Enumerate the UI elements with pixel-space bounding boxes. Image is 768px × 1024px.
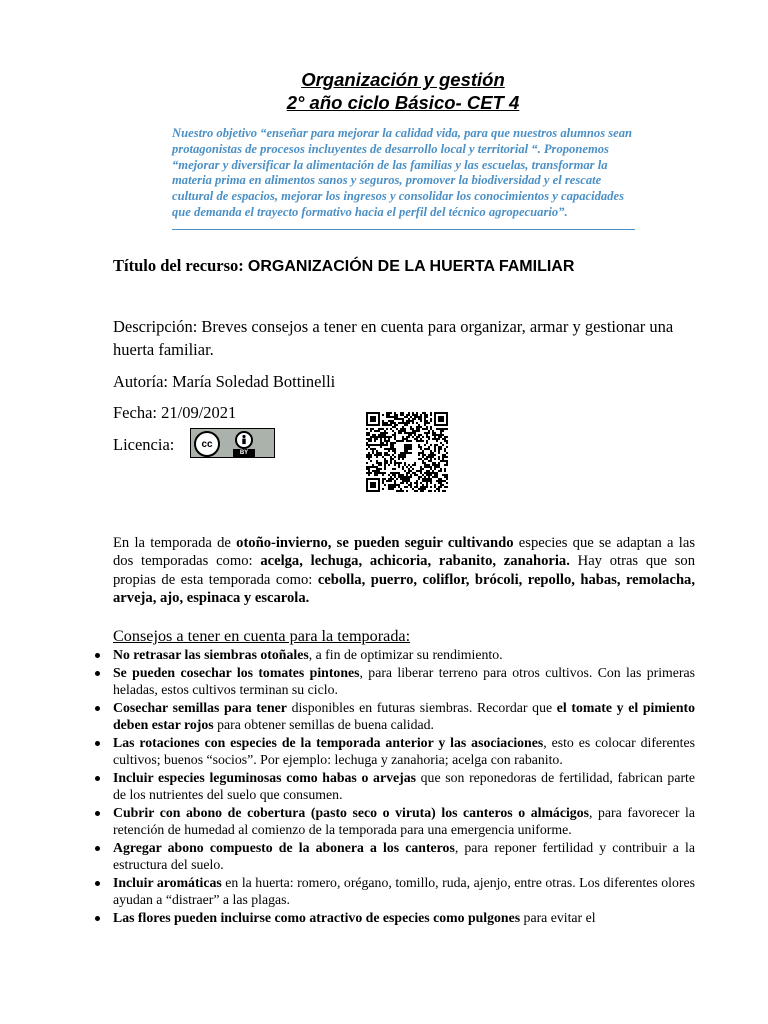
resource-title bbox=[113, 256, 574, 276]
resource-author: Autoría: María Soledad Bottinelli bbox=[113, 372, 336, 391]
list-item bbox=[95, 769, 695, 803]
intro-bold-3: cebolla, puerro, coliflor, brócoli, repollo, habas, remolacha, arveja, ajo, espinaca y escarola. bbox=[113, 571, 696, 606]
resource-date: Fecha: 21/09/2021 bbox=[113, 403, 237, 422]
tip-bold: Agregar abono compuesto de la abonera a los canteros bbox=[113, 840, 455, 855]
list-item bbox=[95, 734, 695, 768]
cc-by-license-icon bbox=[190, 428, 275, 458]
bullet-icon bbox=[95, 916, 100, 921]
tip-text: , para liberar terreno para otros cultivos. Con las primeras heladas, estos cultivos terminan su ciclo. bbox=[113, 665, 695, 697]
tips-list bbox=[95, 646, 695, 927]
bullet-icon bbox=[95, 811, 100, 816]
by-label: BY bbox=[233, 449, 255, 457]
bullet-icon bbox=[95, 846, 100, 851]
tip-bold: Se pueden cosechar los tomates pintones bbox=[113, 665, 360, 680]
document-title-line1: Organización y gestión bbox=[301, 69, 505, 90]
list-item bbox=[95, 699, 695, 733]
intro-bold-2: acelga, lechuga, achicoria, rabanito, zanahoria. bbox=[260, 553, 570, 570]
bullet-icon bbox=[95, 653, 100, 658]
tip-text: que son reponedoras de fertilidad, fabrican parte de los nutrientes del suelo que consumen. bbox=[113, 770, 695, 802]
tip-bold: Las flores pueden incluirse como atractivo de especies como pulgones bbox=[113, 910, 521, 925]
tip-text: en la huerta: romero, orégano, tomillo, ruda, ajenjo, entre otras. Los diferentes olores ayudan a “distraer” a las plagas. bbox=[113, 875, 695, 907]
tip-bold: Incluir especies leguminosas como habas o arvejas bbox=[113, 770, 416, 785]
tip-text: disponibles en futuras siembras. Recordar que bbox=[286, 700, 557, 715]
intro-text-1: En la temporada de bbox=[113, 535, 237, 551]
bullet-icon bbox=[95, 671, 100, 676]
bullet-icon bbox=[95, 741, 100, 746]
tip-text: , a fin de optimizar su rendimiento. bbox=[308, 647, 503, 662]
tip-bold-2: el tomate y el pimiento deben estar rojos bbox=[113, 700, 695, 732]
attribution-icon bbox=[235, 431, 253, 449]
tip-text-2: para obtener semillas de buena calidad. bbox=[213, 717, 434, 732]
resource-description: Descripción: Breves consejos a tener en cuenta para organizar, armar y gestionar una huerta familiar. bbox=[113, 317, 674, 359]
tip-text: para evitar el bbox=[520, 910, 596, 925]
tip-text: , esto es colocar diferentes cultivos; buenos “socios”. Por ejemplo: lechuga y zanahoria; acelga con rabanito. bbox=[113, 735, 695, 767]
tip-bold: Incluir aromáticas bbox=[113, 875, 222, 890]
list-item bbox=[95, 664, 695, 698]
list-item bbox=[95, 839, 695, 873]
bullet-icon bbox=[95, 706, 100, 711]
qr-code-icon bbox=[366, 412, 448, 492]
intro-text-2: especies que se adaptan a las dos temporadas como: bbox=[113, 535, 696, 570]
list-item bbox=[95, 804, 695, 838]
bullet-icon bbox=[95, 776, 100, 781]
intro-bold-1: otoño-invierno, se pueden seguir cultivando bbox=[236, 535, 514, 551]
tip-bold: Cosechar semillas para tener bbox=[113, 700, 287, 715]
license-label: Licencia: bbox=[113, 435, 175, 454]
resource-title-label: Título del recurso: bbox=[113, 256, 248, 275]
tip-bold: Las rotaciones con especies de la temporada anterior y las asociaciones bbox=[113, 735, 544, 750]
list-item bbox=[95, 909, 695, 926]
tip-bold: No retrasar las siembras otoñales bbox=[113, 647, 309, 662]
tip-text: , para reponer fertilidad y contribuir a la estructura del suelo. bbox=[113, 840, 695, 872]
intro-paragraph bbox=[113, 534, 695, 607]
resource-title-value: ORGANIZACIÓN DE LA HUERTA FAMILIAR bbox=[247, 258, 575, 275]
objective-statement: Nuestro objetivo “enseñar para mejorar la calidad vida, para que nuestros alumnos sean protagonistas de procesos incluyentes de desarrollo local y territorial “. Proponemos “mejorar y diversificar la alimentación de las familias y las escuelas, transformar la materia prima en alimentos sanos y seguros, promover la biodiversidad y el rescate cultural de espacios, mejorar los ingresos y consolidar los conocimientos y capacidades que demanda el trayecto formativo hacia el perfil del técnico agropecuario”. bbox=[172, 126, 635, 230]
list-item bbox=[95, 646, 695, 663]
tip-text: , para favorecer la retención de humedad al comienzo de la temporada para una emergencia uniforme. bbox=[113, 805, 695, 837]
list-item bbox=[95, 874, 695, 908]
document-title-line2: 2° año ciclo Básico- CET 4 bbox=[286, 92, 520, 113]
tip-bold: Cubrir con abono de cobertura (pasto seco o viruta) los canteros o almácigos bbox=[113, 805, 589, 820]
advice-heading: Consejos a tener en cuenta para la temporada: bbox=[113, 627, 411, 645]
bullet-icon bbox=[95, 881, 100, 886]
cc-icon: cc bbox=[194, 431, 220, 457]
intro-text-3: Hay otras que son propias de esta temporada como: bbox=[113, 553, 695, 588]
